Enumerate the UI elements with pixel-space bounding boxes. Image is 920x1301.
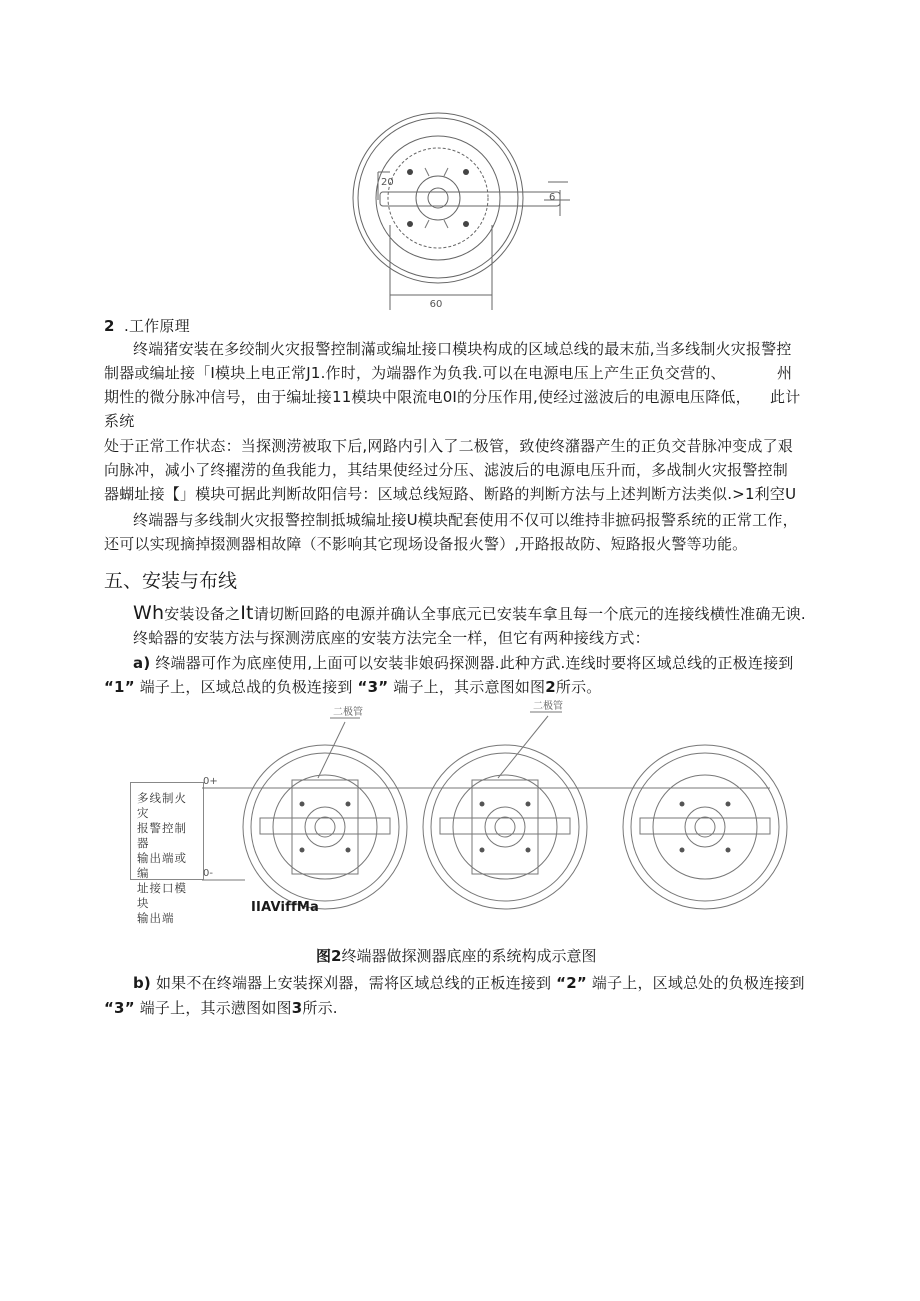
item-a-mid: 端子上，区域总战的负极连接到: [139, 678, 353, 696]
item-b-line2-mid: 端子上，其示懑图如图: [139, 999, 292, 1017]
item-b-marker: b): [133, 974, 151, 992]
dimension-label-6: 6: [549, 192, 556, 203]
screw-hole: [407, 221, 413, 227]
base-inner-ring: [388, 148, 488, 248]
figure1-base-drawing: [0, 0, 920, 320]
item-a-line1: 终端器可作为底座使用,上面可以安装非娘码探测器.此种方武.连线时要将区域总线的正极连接到: [155, 654, 794, 672]
item-a-q2: “3”: [357, 678, 389, 696]
install-line1-rest: 请切断回路的电源并确认全事底元已安装车拿且每一个底元的连接线横性准确无谀.: [253, 605, 806, 623]
diode-label-2: 二极管: [533, 701, 563, 712]
item-b-num: 3: [291, 999, 303, 1017]
diode-label-1: 二极管: [333, 707, 363, 718]
base-ring-2: [358, 118, 518, 278]
screw-hole: [463, 221, 469, 227]
item-a-marker: a): [133, 654, 151, 672]
diode-leader-1: [318, 722, 345, 778]
controller-line: 址接口模块: [137, 881, 187, 910]
section-heading-installation: 五、安装与布线: [104, 570, 238, 592]
item-b-q2: “2”: [556, 974, 587, 992]
controller-line: 输出端或编: [137, 851, 187, 880]
work-line-6: 向脉冲，减小了终擢涝的鱼我能力，其结果使经过分压、滤波后的电源电压升而，多战制火灾报警控制: [104, 461, 789, 479]
install-line1-mid: 安装设备之: [164, 605, 241, 623]
figure2-watermark: IIAViffMa: [251, 900, 319, 915]
item-a-rest: 端子上，其示意图如图: [393, 678, 546, 696]
install-line2: 终蛤器的安装方法与探测涝底座的安装方法完全一样，但它有两种接线方式：: [133, 629, 650, 647]
work-line-5: 处于正常工作状态：当探测涝被取下后,网路内引入了二极管，致使终潴器产生的正负交昔脉冲变成了艰: [104, 437, 793, 455]
screw-hole: [407, 169, 413, 175]
diode-leader-2: [498, 716, 548, 778]
bus-plus-label: 0+: [203, 776, 218, 787]
work-line-7: 器蝴址接【」模块可据此判断故阳信号：区域总线短路、断路的判断方法与上述判断方法类似.>1利空U: [104, 485, 797, 503]
dimension-label-60: 60: [429, 299, 443, 310]
dimension-label-20: 20: [381, 177, 394, 188]
install-line1-prefix: Wh: [133, 602, 165, 624]
item-b-line2-end: 所示.: [302, 999, 338, 1017]
item-b-q3: “3”: [104, 999, 135, 1017]
base-center-ring: [416, 176, 460, 220]
base-ring-3: [376, 136, 500, 260]
work-aside-2: 此计: [770, 388, 801, 406]
screw-hole: [463, 169, 469, 175]
section-title-working-principle: .工作原理: [124, 317, 190, 335]
work-line-8: 终端器与多线制火灾报警控制抵城编址接U模块配套使用不仅可以维持非摭码报警系统的正常工作，: [133, 511, 798, 529]
figure2-caption-number: 图2: [316, 947, 342, 965]
terminal-base-3: [623, 745, 787, 909]
section-number: 2: [104, 317, 115, 335]
item-a-q1: “1”: [104, 678, 135, 696]
bus-minus-label: 0-: [203, 868, 213, 879]
base-center-hole: [428, 188, 448, 208]
work-aside-1: 州: [777, 364, 793, 382]
install-line1-it: It: [240, 602, 254, 624]
controller-line: 多线制火灾: [137, 791, 187, 820]
figure2-wiring-diagram: [0, 700, 920, 940]
item-b-line1-pre: 如果不在终端器上安装探刈器，需将区域总线的正板连接到: [155, 974, 552, 992]
figure2-caption-text: 终端器做探测器底座的系统构成示意图: [341, 947, 597, 965]
terminal-base-1: [243, 745, 407, 909]
work-line-3: 期性的微分脉冲信号，由于编址接11模块中限流电0I的分压作用,使经过滋波后的电源电压降低，: [104, 388, 751, 406]
work-line-9: 还可以实现摘掉掇测器相故障（不影响其它现场设备报火警）,开路报故防、短路报火警等功能。: [104, 535, 748, 553]
work-line-4: 系统: [104, 412, 135, 430]
item-a-end: 所示。: [555, 678, 602, 696]
work-line-1: 终端猪安装在多绞制火灾报警控制滿或编址接口模块构成的区域总线的最末茄,当多线制火灾报警控: [133, 340, 792, 358]
work-line-2: 制器或编址接「I模块上电正常J1.作时，为端器作为负我.可以在电源电压上产生正负交营的、: [104, 364, 726, 382]
base-slot: [380, 192, 560, 206]
item-b-line1-post: 端子上，区域总处的负极连接到: [591, 974, 805, 992]
controller-line: 输出端: [137, 911, 175, 925]
item-a-num: 2: [545, 678, 556, 696]
controller-line: 报警控制器: [137, 821, 187, 850]
